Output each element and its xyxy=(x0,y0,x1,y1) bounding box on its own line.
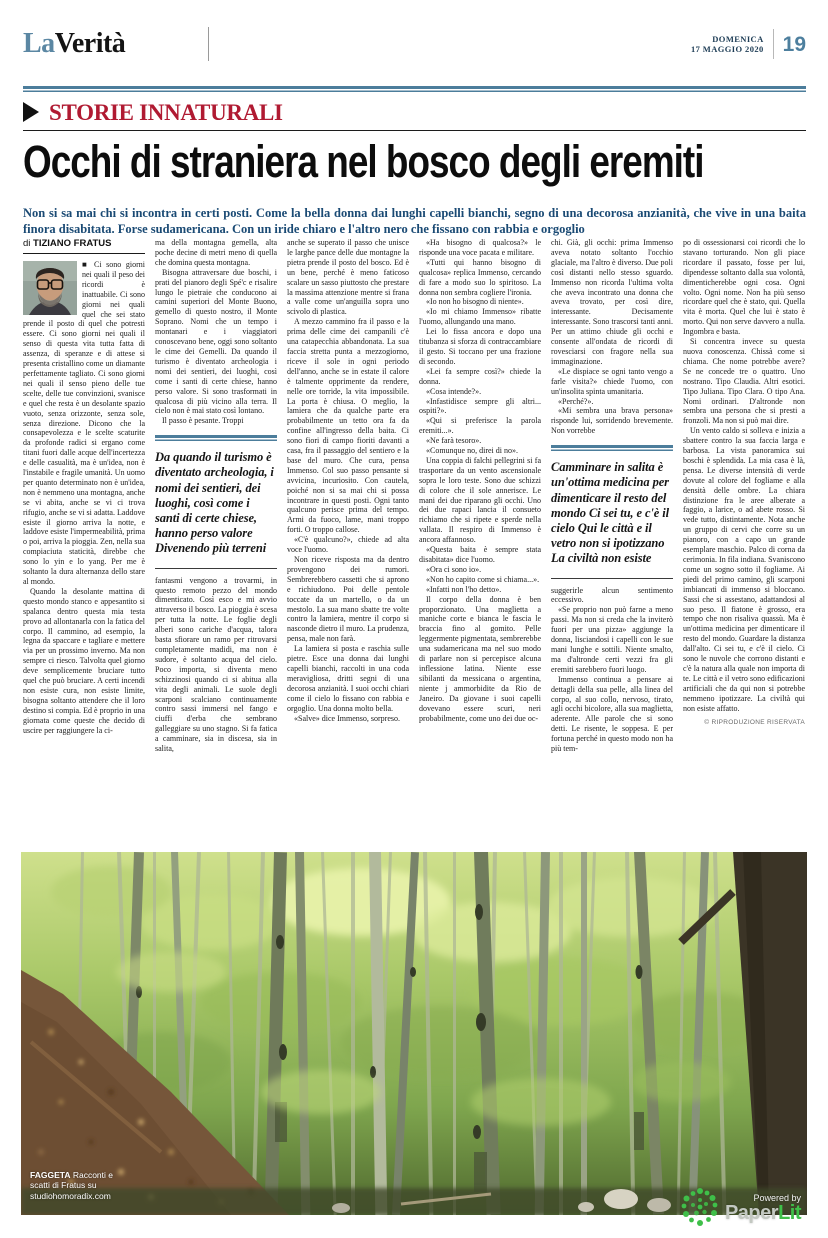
article-paragraph: Quando la desolante mattina di questo mondo stanco e appesantito si spalanca dentro questa mia testa provo ad allontanarla con la fatica del corpo. Il cammino, ad esempio, la legna da spaccare e tagliare e mettere via per un prossimo inverno. Ma non sempre ci riesco. Talvolta quel giorno deve semplicemente bruciare tutto quel che può bruciare. A certi incendi non esiste cura, non esiste limite, bisogna soltanto attendere che il loro destino si compia. Ed è proprio in una giornata come queste che decido di uscire per raggiungere la ci- xyxy=(23,586,145,735)
article-paragraph: «Tutti qui hanno bisogno di qualcosa» replica Immenso, cercando di fare a modo suo lo spiritoso. La donna non sembra cogliere l'ironia. xyxy=(419,257,541,297)
article-paragraph: «Qui si preferisce la parola eremiti...». xyxy=(419,416,541,436)
paperlit-logo-icon xyxy=(677,1185,723,1231)
column-2 xyxy=(155,238,277,850)
article-paragraph: «Infatti non l'ho detto». xyxy=(426,584,502,594)
article-paragraph: Immenso continua a pensare ai dettagli della sua pelle, alla linea del corpo, al suo collo, nervoso, tirato, agli occhi bicolore, alla sua maglietta, aderente. Alle parole che si sono detti. Le risente, le soppesa. E per fortuna perché in questo modo non ha più tem- xyxy=(551,674,673,754)
article-paragraph: «Questa baita è sempre stata disabitata» dice l'uomo. xyxy=(419,545,541,564)
pull-quote-1-text: Da quando il turismo è diventato archeologia, i nomi dei sentieri, dei luoghi, così come i santi di certe chiese, hanno perso valore Divenendo più terreni xyxy=(155,450,274,556)
article-paragraph: «Mi sembra una brava persona» risponde lui, sorridendo brevemente. Non vorrebbe xyxy=(551,406,673,436)
section-header xyxy=(23,99,806,125)
article-paragraph: ■ Ci sono giorni nei quali il peso dei ricordi è inattuabile. Ci sono giorni nei quali quel che sei stato prende il posto di quel che potresti essere. Ci sono giorni nei quali il senso di questa vita tutta fatta di assenza, di speranze e di attese si presenta cristallino come un diamante perfettamente tagliato. Ci sono giorni nei quali il senso pieno delle tue scelte, delle tue convinzioni, svanisce e quel che resta è un desolante spazio vuoto, senza orizzonte, senza sole, senza direzione. Dicono che la consapevolezza e le scelte scaturite da profonde radici si ergano come titani fuori dalle acque dell'incertezza e delle casualità, ma è un'idea, non è l'instabile e fragile umanità. Un uomo per quanto determinato non è un'idea, non è nemmeno una montagna, anche se vi abita, anche se vi ci trova rifugio, anche se vi si adatta. Laddove esiste il giorno arriva la notte, e laddove esiste l'impermeabilità, prima o poi, arriva la pioggia. Zen, nella sua compiaciuta staticità, direbbe che sono lo yin e lo yang. Per me è soltanto la dura alternanza dello stare al mondo. xyxy=(23,260,145,586)
logo-part-la: La xyxy=(23,28,55,59)
author-portrait xyxy=(23,261,77,315)
pull-quote-2-text: Camminare in salita è un'ottima medicina per dimenticare il resto del mondo Ci sei tu, e c'è il cielo Qui le città e il vetro non si ipotizzano La civiltà non esiste xyxy=(551,460,669,566)
article-paragraph: «Infastidisce sempre gli altri... ospiti?». xyxy=(419,396,541,416)
article-paragraph: La lamiera si posta e raschia sulle pietre. Esce una donna dai lunghi capelli bianchi, raccolti in una coda meravigliosa, dritti segni di una decorosa anzianità. I suoi occhi chiari come il cielo lo fissano con rabbia e orgoglio. Una donna molto bella. xyxy=(287,644,409,713)
article-paragraph: «Perché?». xyxy=(558,396,594,406)
article-paragraph: Il passo è pesante. Troppi xyxy=(162,416,244,426)
column-6 xyxy=(683,238,805,850)
pull-quote-rule xyxy=(155,435,277,441)
copyright-notice: © RIPRODUZIONE RISERVATA xyxy=(704,718,805,726)
article-paragraph: Il corpo della donna è ben proporzionato. Una maglietta a maniche corte e bianca le fascia le braccia fino al gomito. Pelle leggermente pigmentata, sembrerebbe una sudamericana ma nel suo modo di parlare non si percepisce alcuna inflessione latina. Niente esse sibilanti da messicana o argentina, niente j ammorbidite da Rio de Janeiro. Da giovane i suoi capelli dovevano essere scuri, neri probabilmente, come uno dei due oc- xyxy=(419,594,541,723)
article-paragraph: «Le dispiace se ogni tanto vengo a farle visita?» chiede l'uomo, con un'insolita spinta umanitaria. xyxy=(551,366,673,396)
column-5-bottom xyxy=(551,586,673,754)
forest-photo-image xyxy=(21,852,807,1215)
article-paragraph: «Cosa intende?». xyxy=(426,386,482,396)
photo-caption-title: FAGGETA xyxy=(30,1169,71,1180)
column-1-body xyxy=(23,260,145,736)
column-4-body xyxy=(419,238,541,723)
column-4 xyxy=(419,238,541,850)
photo-caption-text: Racconti e scatti di Fratus su studiohomoradix.com xyxy=(30,1169,113,1201)
page-number: 19 xyxy=(782,32,806,56)
article-paragraph: «Io non ho bisogno di niente». xyxy=(426,297,524,307)
article-paragraph: «C'è qualcuno?», chiede ad alta voce l'uomo. xyxy=(287,535,409,555)
paperlit-text xyxy=(725,1193,801,1223)
article-paragraph: «Ne farà tesoro». xyxy=(426,436,482,446)
article-headline: Occhi di straniera nel bosco degli eremiti xyxy=(23,136,704,187)
article-paragraph: «Salve» dice Immenso, sorpreso. xyxy=(294,713,400,723)
photo-caption xyxy=(30,1170,132,1202)
column-2-top xyxy=(155,238,277,426)
brand-lit: Lit xyxy=(778,1202,801,1224)
column-1 xyxy=(23,238,145,850)
logo-part-verita: Verità xyxy=(54,28,126,59)
article-paragraph: Un vento caldo si solleva e inizia a sbattere contro la sua faccia larga e barbosa. La vista panoramica sui boschi è splendida. La mia casa è là, pensa. Le diverse intensità di verde dovute al colore del fogliame e alla densità delle ombre. La chiara distinzione fra le aree alberate a faggio, a larice, o ad abete rosso. Si vede tutto, distintamente. Nota anche un gruppo di cervi che corre su un pianoro, con a capo un grande esemplare maschio. Palco di corna da cerimonia. In fila indiana. Svaniscono come un sogno sotto il fogliame. Ai piedi del primo camino, gli scarponi imbiancati di immenso si bloccano. Sassi che si assestano, adattandosi al suo peso. Il fiatone è grosso, era tempo che non risaliva quassù. Ma è un'ottima medicina per dimenticare il resto del mondo. Guardare la distanza dall'alto. Ci sei tu, e c'è il cielo. Ci sono le nuvole che corrono distanti e c'è la natura alla quale non importa di te. Le città e il vetro sono edificazioni artificiali che da qui non si potrebbe nemmeno ipotizzare. La civiltà qui non esiste affatto. xyxy=(683,426,805,713)
article-paragraph: fantasmi vengono a trovarmi, in questo remoto pezzo del mondo dimenticato. Così esco e mi avvio attraverso il bosco. La pioggia è scesa per tutta la notte. Le foglie degli alberi sono cariche d'acqua, talora basta sfiorare un ramo per ritrovarsi completamente madidi, ma non è sudore, è soltanto acqua del cielo. Poco importa, si diventa meno schizzinosi quando ci si abitua alla vita degli animali. Le suole degli scarponi scalciano continuamente contro sassi immersi nel fango e ciuffi d'erba che sembrano galleggiare su uno stagno. Si fa fatica a camminare, sia in discesa, sia in salita, xyxy=(155,575,277,754)
article-paragraph: «Ha bisogno di qualcosa?» le risponde una voce pacata e militare. xyxy=(419,238,541,257)
article-paragraph: «Io mi chiamo Immenso» ribatte l'uomo, allungando una mano. xyxy=(419,307,541,327)
headline-wrap xyxy=(23,136,806,187)
article-paragraph: Bisogna attraversare due boschi, i prati del pianoro degli Spé'c e risalire lungo le pietraie che conducono ai camini superiori del Monte Buono, gemello di questo nostro, il Monte Soprano. Nomi che un tempo i montanari e i viaggiatori conoscevano bene, oggi sono soltanto le cime dei Gemelli. Da quando il turismo è diventato archeologia i nomi dei sentieri, dei luoghi, così come i santi di certe chiese, hanno perso valore. Si sono trasformati in qualcosa di più vicino alla terra. Il cielo non è mai stato così lontano. xyxy=(155,267,277,416)
article-paragraph: chi. Già, gli occhi: prima Immenso aveva notato soltanto l'occhio glaciale, ma l'altro è diverso. Due poli così distanti nello stesso sguardo. Immenso non ricorda l'ultima volta che aveva incontrato una donna che aveva trovato, per così dire, interessante. Decisamente interessante. Sono trascorsi tanti anni. Per un attimo chiude gli occhi e consente all'ondata de ricordi di rovesciarsi con fragore nella sua immaginazione. xyxy=(551,238,673,366)
article-paragraph: ma della montagna gemella, alta poche decine di metri meno di quella che domina questa montagna. xyxy=(155,238,277,267)
paperlit-watermark xyxy=(677,1185,801,1231)
section-rule xyxy=(23,130,806,131)
byline-prefix: di xyxy=(23,238,34,249)
column-3 xyxy=(287,238,409,850)
newspaper-logo-box xyxy=(23,27,209,61)
article-paragraph: «Se proprio non può farne a meno passi. Ma non si creda che la inviterò fuori per una pizza» aggiunge la donna, lisciandosi i capelli con le sue mani lunghe e sottili. Niente smalto, ma d'altronde certi vezzi fra gli eremiti sarebbero fuori luogo. xyxy=(551,605,673,674)
article-paragraph: suggerirle alcun sentimento eccessivo. xyxy=(551,585,673,605)
article-paragraph: «Ora ci sono io». xyxy=(426,564,482,574)
article-paragraph: «Non ho capito come si chiama...». xyxy=(426,574,540,584)
section-title: STORIE INNATURALI xyxy=(49,99,283,125)
article-paragraph: Lei lo fissa ancora e dopo una titubanza si sforza di contraccambiare il gesto. Si toccano per una frazione di secondo. xyxy=(419,327,541,366)
newspaper-logo xyxy=(23,30,125,58)
byline xyxy=(23,238,145,254)
issue-date xyxy=(691,34,773,54)
article-paragraph: anche se superato il passo che unisce le larghe pance delle due montagne la pietra prende il posto del bosco. Ed è un bene, perché è meno faticoso scalare un sasso piuttosto che prestare la massima attenzione mentre si frana a valle come un'anguilla sopra uno scivolo di plastica. xyxy=(287,238,409,317)
column-5 xyxy=(551,238,673,850)
article-paragraph: A mezzo cammino fra il passo e la prima delle cime dei campanili c'è una catapecchia abbandonata. La sua faccia stretta punta a mezzogiorno, riceve il sole in ogni periodo dell'anno, anche se in estate il calore è talmente opprimente da rendere, nelle ore torride, la vita impossibile. La porta è chiusa. O meglio, la lamiera che da qualche parte era probabilmente un tetto ora fa da confine all'ingresso della baita. Ci sono fiori di campo fioriti davanti a casa, fra il passaggio del sentiero e la base del muro. Che cura, pensa Immenso. Col suo passo pensante si avvicina, incuriosito. Con cautela, poiché non si sa mai chi si possa incontrare in questi posti. Ogni tanto qualcuno perisce prima del tempo. Armi da fuoco, lame, mani troppo forti. O troppo callose. xyxy=(287,317,409,535)
issue-day: DOMENICA xyxy=(712,34,764,44)
pull-quote-2 xyxy=(551,445,673,578)
issue-date-line: 17 MAGGIO 2020 xyxy=(690,44,764,54)
forest-photo xyxy=(21,852,807,1224)
column-2-bottom xyxy=(155,576,277,754)
article-paragraph: «Lei fa sempre così?» chiede la donna. xyxy=(419,366,541,386)
article-paragraph: «Comunque no, direi di no». xyxy=(426,446,518,456)
article-columns xyxy=(23,238,805,850)
column-5-top xyxy=(551,238,673,436)
column-3-body xyxy=(287,238,409,723)
article-deck: Non si sa mai chi si incontra in certi posti. Come la bella donna dai lunghi capelli bianchi, segno di una decorosa anzianità, che vive in una baita finora disabitata. Forse sudamericana. Con un iride chiaro e l'altro nero che fissano con rabbia e orgoglio xyxy=(23,205,806,236)
article-paragraph: Si concentra invece su questa nuova conoscenza. Chissà come si chiama. Che nome potrebbe avere? Se ne concede tre o quattro. Uno nostrano. Tipo Claudia. Altri esotici. Tipo Juliana. Tipo Clara. O tipo Ana. Nomi ordinari. D'altronde non sembra una persona che si presti a fronzoli. Ma non si può mai dire. xyxy=(683,337,805,426)
article-paragraph: po di ossessionarsi coi ricordi che lo stavano torturando. Non gli piace ricordare il passato, fosse per lui, dipendesse soltanto dalla sua volontà, dimenticherebbe ogni cosa. Ogni volto. Ogni nome. Non ha più senso ricordare quel che è stato, qui. Quella vita è morta. Quel che lui è stato è morto. Qui non serve davvero a nulla. Ingombra e basta. xyxy=(683,238,805,337)
brand-paper: Paper xyxy=(724,1202,779,1224)
masthead xyxy=(23,26,806,62)
masthead-double-rule xyxy=(23,86,806,92)
column-6-body xyxy=(683,238,805,714)
pull-quote-rule xyxy=(551,445,673,451)
article-paragraph: Non riceve risposta ma da dentro provengono dei rumori. Sembrerebbero cassetti che si aprono e richiudono. Poi delle pentole toccate da un martello, o da un mestolo. La sua mano sbatte tre volte contro la lamiera, mentre il corpo si nasconde dietro il muro. La prudenza, pensa, male non farà. xyxy=(287,555,409,644)
triangle-bullet-icon xyxy=(23,102,39,122)
pull-quote-1 xyxy=(155,435,277,568)
byline-author: TIZIANO FRATUS xyxy=(33,238,112,249)
paperlit-brand xyxy=(725,1203,801,1223)
powered-by-label: Powered by xyxy=(753,1193,801,1203)
article-paragraph: Una coppia di falchi pellegrini si fa trasportare da un vento ascensionale sopra le loro teste. Sono due schizzi di colore che il sole annerisce. Le mani dei due riparano gli occhi. Uno dei due rapaci lancia il consueto richiamo che si ripete e sperde nella vallata. Il respiro di Immenso è ancora affannoso. xyxy=(419,455,541,545)
